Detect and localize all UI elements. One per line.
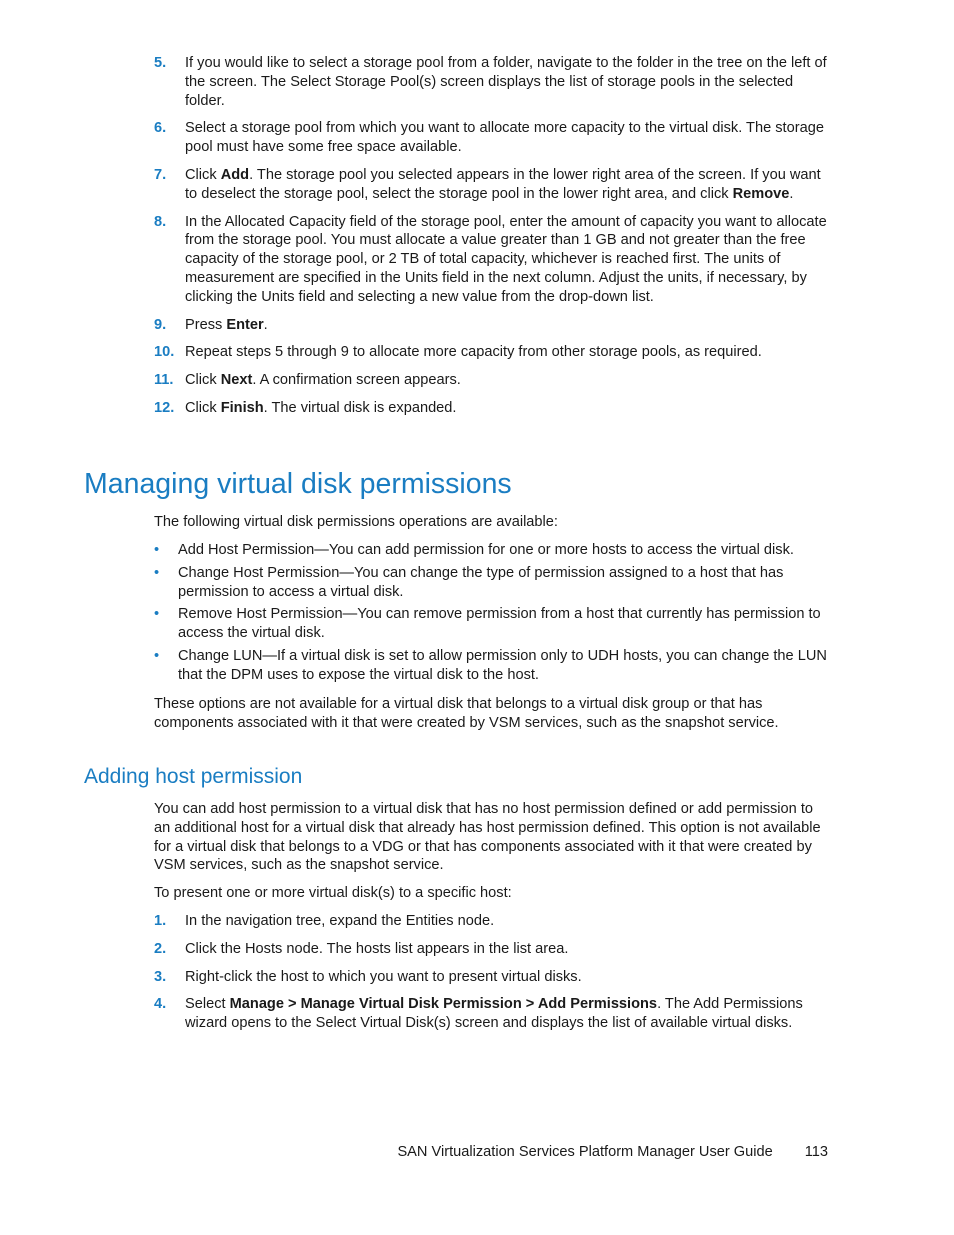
step-text-run: . The virtual disk is expanded.	[263, 399, 457, 416]
section-title: Managing virtual disk permissions	[84, 468, 512, 500]
ui-term: Add	[220, 166, 250, 183]
bullet-icon: •	[154, 564, 160, 581]
step-text-run: .	[789, 185, 794, 202]
step-number: 5.	[154, 55, 167, 71]
step-text-run: In the Allocated Capacity field of the storage pool, enter the amount of capacity you want to allocate from the storage pool. You must allocate a value greater than 1 GB and not greater than the free capacity of the storage pool, or 2 TB of total capacity, whichever is reached first. The units of measurement are specified in the Units field in the next column. Adjust the units, if necessary, by clicking the Units field and selecting a new value from the drop-down list.	[185, 213, 827, 305]
step-text	[185, 913, 494, 929]
ui-term: Next	[220, 372, 253, 389]
list-item-text: Remove Host Permission—You can remove permission from a host that currently has permission to access the virtual disk.	[178, 606, 821, 642]
step-text-run: Click the Hosts node. The hosts list appears in the list area.	[185, 940, 569, 957]
step-item	[0, 912, 830, 931]
list-item	[154, 564, 830, 602]
step-number: 4.	[154, 996, 167, 1013]
step-item	[0, 54, 830, 110]
page-number: 113	[804, 1144, 828, 1160]
step-item	[0, 995, 830, 1033]
step-number: 11.	[154, 372, 174, 389]
step-text	[185, 344, 762, 360]
step-item	[0, 968, 830, 987]
step-text-run: Repeat steps 5 through 9 to allocate more capacity from other storage pools, as required.	[185, 344, 762, 361]
procedure-steps-host	[0, 912, 830, 1042]
step-number: 6.	[154, 120, 167, 137]
procedure-steps-expand	[0, 54, 830, 427]
step-number: 2.	[154, 940, 167, 957]
footer-guide-title: SAN Virtualization Services Platform Manager User Guide	[397, 1144, 773, 1160]
step-text	[185, 400, 456, 416]
step-number: 8.	[154, 213, 167, 230]
step-item	[0, 371, 830, 390]
step-text	[185, 55, 827, 109]
step-number: 10.	[154, 344, 175, 361]
step-text-run: If you would like to select a storage pool from a folder, navigate to the folder in the tree on the left of the screen. The Select Storage Pool(s) screen displays the list of storage pools in the selected folder.	[185, 55, 827, 109]
step-text	[185, 941, 568, 957]
step-number: 1.	[154, 913, 167, 929]
step-item	[0, 213, 830, 307]
step-number: 12.	[154, 399, 175, 416]
step-text	[185, 996, 803, 1031]
bullet-icon: •	[154, 542, 160, 558]
list-item-text: Change Host Permission—You can change the type of permission assigned to a host that has permission to access a virtual disk.	[178, 564, 784, 600]
ui-term: Remove	[732, 185, 790, 202]
step-text-run: Click	[185, 372, 221, 389]
step-number: 9.	[154, 316, 167, 333]
step-number: 3.	[154, 968, 167, 985]
step-text-run: In the navigation tree, expand the Entities node.	[185, 913, 495, 929]
step-text	[185, 317, 268, 333]
step-text-run: .	[263, 316, 268, 333]
list-item-text: Change LUN—If a virtual disk is set to allow permission only to UDH hosts, you can change the LUN that the DPM uses to expose the virtual disk to the host.	[178, 647, 827, 683]
step-text	[185, 167, 821, 202]
step-item	[0, 940, 830, 959]
step-text-run: Select	[185, 996, 230, 1013]
ui-term: Manage > Manage Virtual Disk Permission > Add Permissions	[229, 996, 658, 1013]
step-item	[0, 343, 830, 362]
ui-term: Finish	[220, 399, 264, 416]
permissions-operations-list	[154, 541, 830, 689]
list-item-text: Add Host Permission—You can add permission for one or more hosts to access the virtual disk.	[178, 542, 794, 558]
step-text	[185, 969, 582, 985]
step-text-run: . The storage pool you selected appears in the lower right area of the screen. If you want to deselect the storage pool, select the storage pool in the lower right area, and click	[185, 166, 821, 202]
step-number: 7.	[154, 166, 167, 183]
list-item	[154, 541, 830, 560]
step-text-run: Click	[185, 399, 221, 416]
page-footer	[380, 1143, 828, 1162]
host-procedure-lead: To present one or more virtual disk(s) to a specific host:	[154, 885, 512, 901]
list-item	[154, 647, 830, 685]
step-text	[185, 214, 827, 305]
note-paragraph: These options are not available for a virtual disk that belongs to a virtual disk group or that has components associated with it that were created by VSM services, such as the snapshot service.	[154, 696, 779, 731]
ui-term: Enter	[226, 316, 264, 333]
step-text-run: . The Add Permissions wizard opens to the Select Virtual Disk(s) screen and displays the list of available virtual disks.	[185, 996, 803, 1032]
step-text-run: Right-click the host to which you want to present virtual disks.	[185, 968, 582, 985]
bullet-icon: •	[154, 606, 160, 623]
subsection-title: Adding host permission	[84, 765, 303, 788]
step-text-run: Click	[185, 166, 221, 183]
step-text	[185, 120, 824, 155]
step-item	[0, 166, 830, 204]
step-text-run: Press	[185, 316, 227, 333]
step-text	[185, 372, 461, 388]
list-item	[154, 605, 830, 643]
step-text-run: Select a storage pool from which you want to allocate more capacity to the virtual disk. The storage pool must have some free space available.	[185, 120, 824, 156]
step-item	[0, 119, 830, 157]
step-item	[0, 399, 830, 418]
intro-paragraph: The following virtual disk permissions operations are available:	[154, 514, 558, 530]
step-text-run: . A confirmation screen appears.	[252, 372, 461, 389]
bullet-icon: •	[154, 647, 160, 664]
step-item	[0, 316, 830, 335]
host-permission-paragraph: You can add host permission to a virtual disk that has no host permission defined or add permission to an additional host for a virtual disk that already has host permission defined. This option is not available for a virtual disk that belongs to a VDG or that has components associated with it that were created by VSM services, such as the snapshot service.	[154, 801, 821, 874]
